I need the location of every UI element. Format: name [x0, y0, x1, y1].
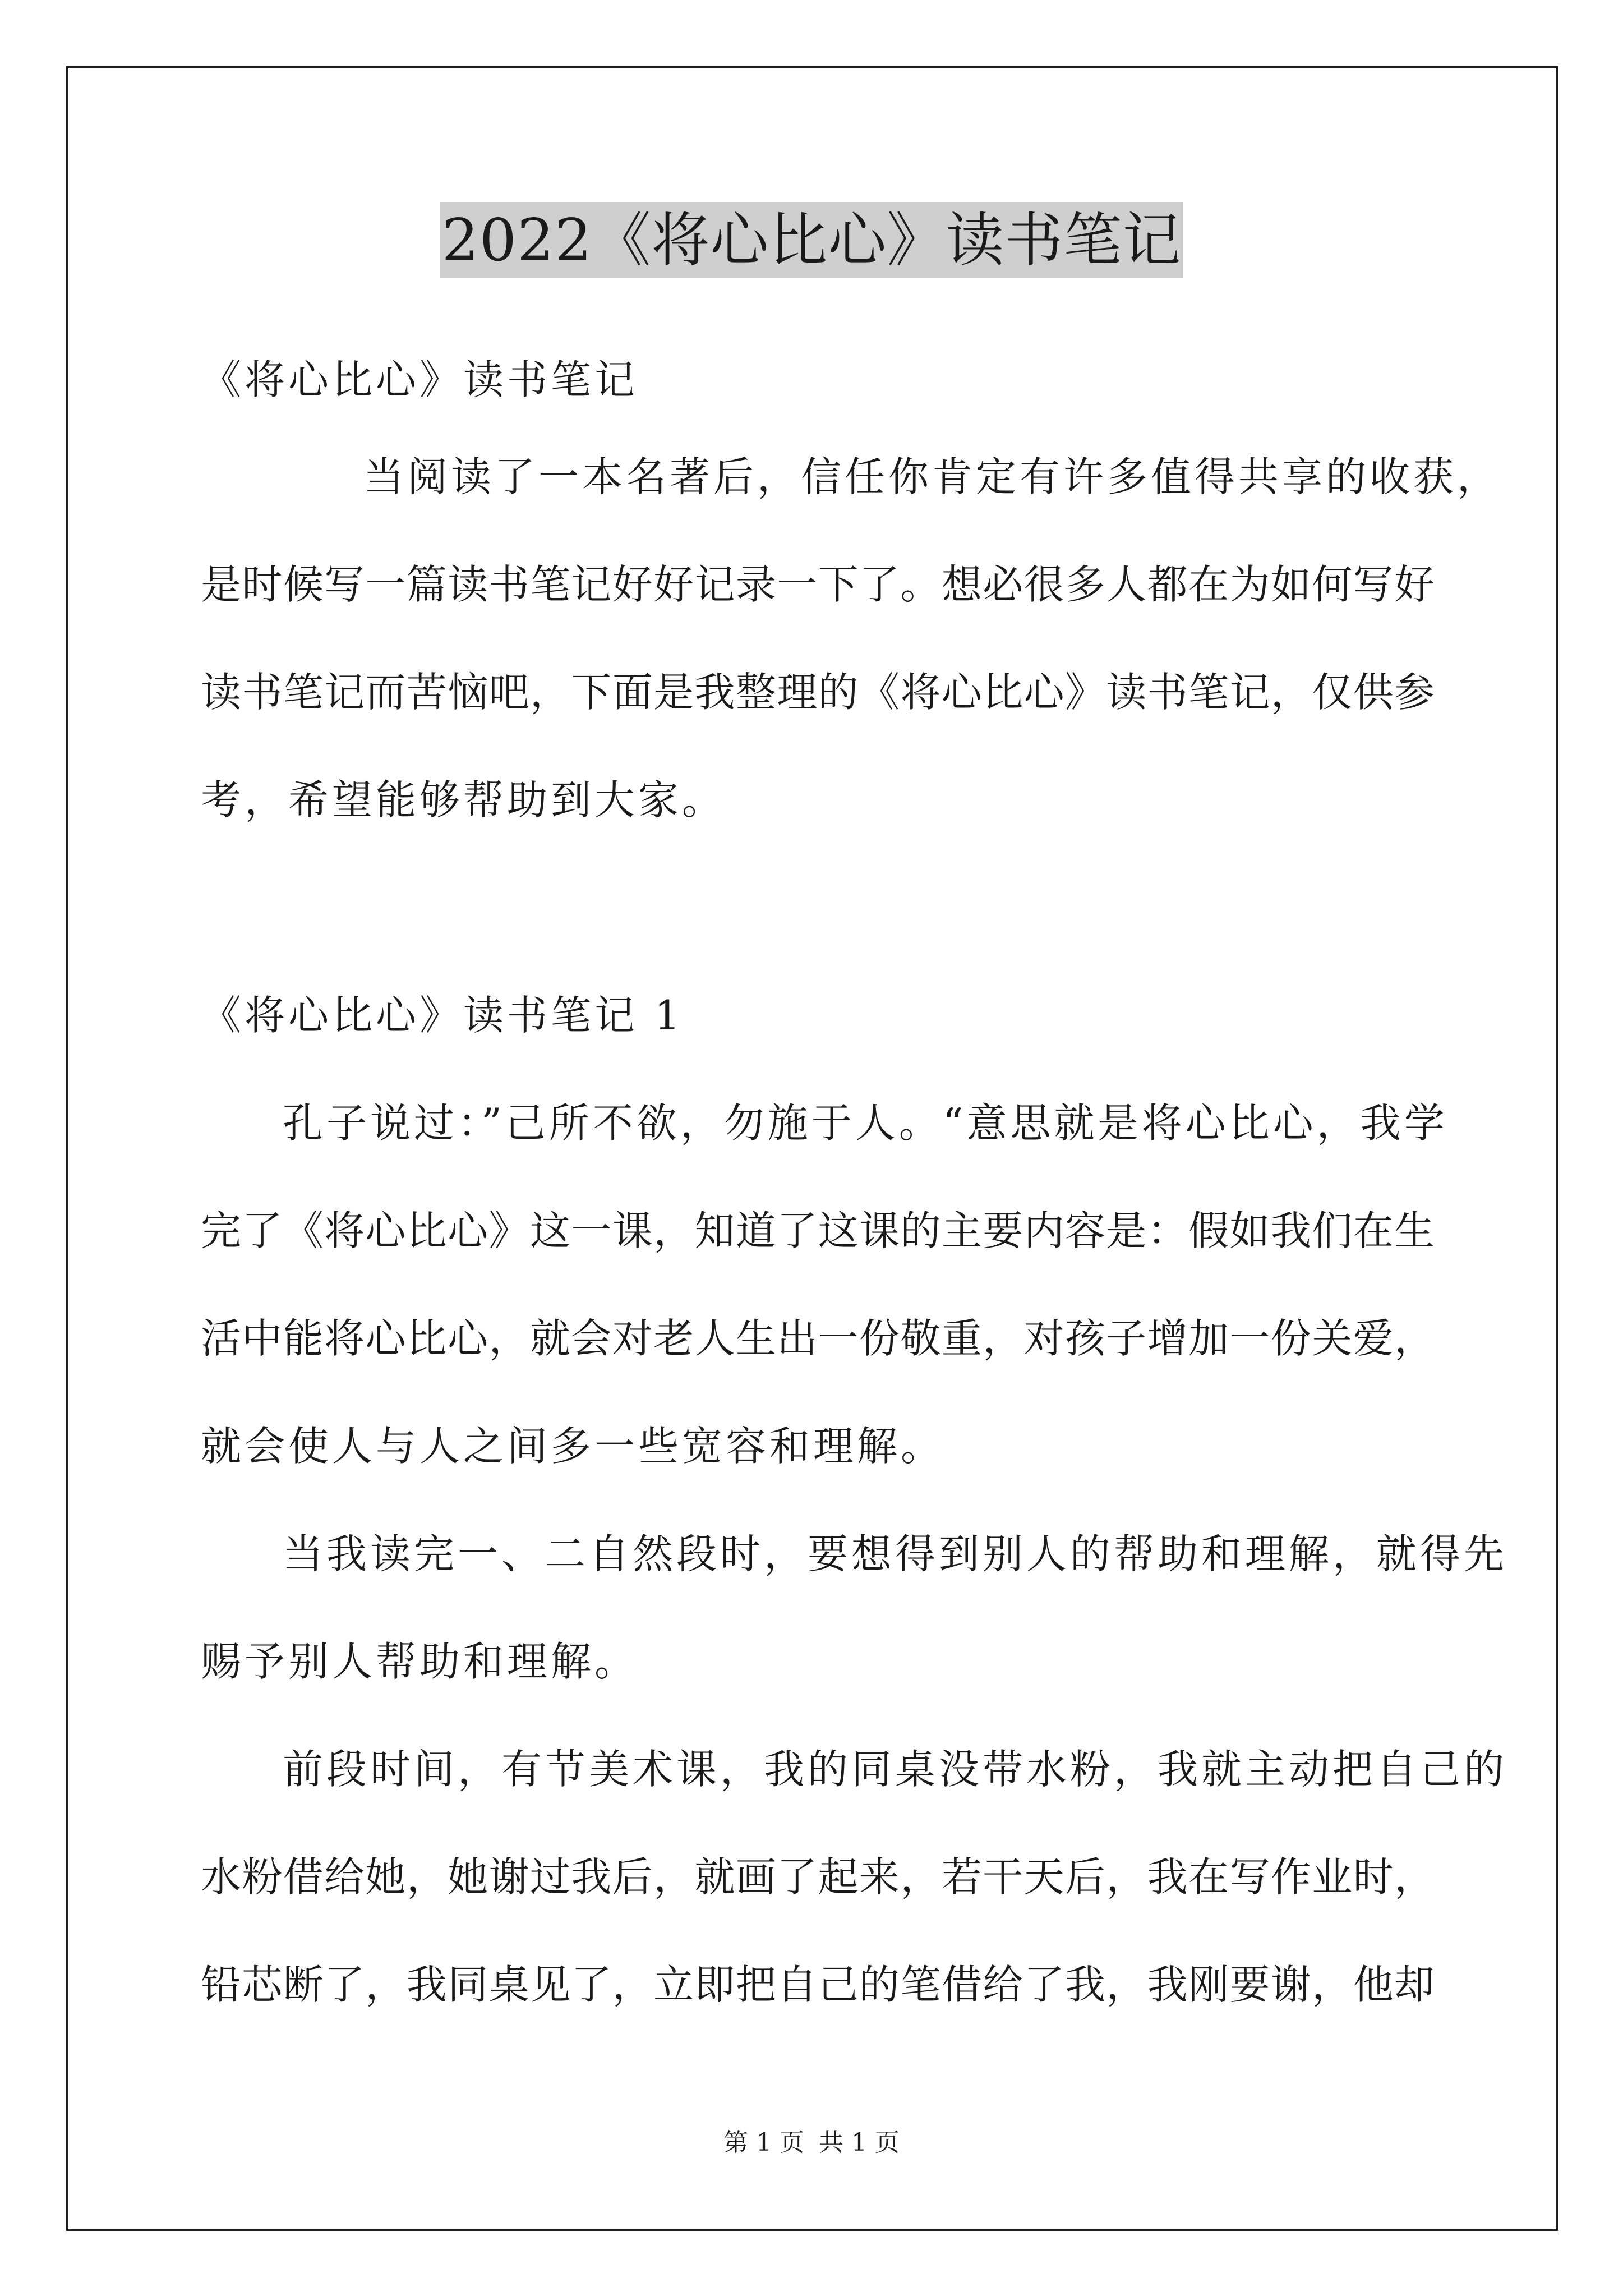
intro-line: 读书笔记而苦恼吧，下面是我整理的《将心比心》读书笔记，仅供参	[201, 669, 1435, 716]
title-wrap	[0, 202, 1623, 278]
page-total: 共 1 页	[819, 2128, 900, 2157]
paragraph-2-line: 赐予别人帮助和理解。	[201, 1638, 639, 1685]
paragraph-1-line: 活中能将心比心，就会对老人生出一份敬重，对孩子增加一份关爱，	[201, 1315, 1435, 1362]
intro-line: 当阅读了一本名著后，信任你肯定有许多值得共享的收获，	[363, 453, 1501, 500]
intro-line: 考，希望能够帮助到大家。	[201, 776, 726, 823]
intro-line: 是时候写一篇读书笔记好好记录一下了。想必很多人都在为如何写好	[201, 561, 1435, 608]
document-body	[201, 337, 1508, 2039]
paragraph-3-line: 水粉借给她，她谢过我后，就画了起来，若干天后，我在写作业时，	[201, 1853, 1435, 1901]
page-footer	[0, 2126, 1623, 2160]
paragraph-1-line: 孔子说过：”己所不欲，勿施于人。“意思就是将心比心，我学	[283, 1099, 1448, 1147]
document-title: 2022《将心比心》读书笔记	[440, 202, 1184, 278]
paragraph-1-line: 完了《将心比心》这一课，知道了这课的主要内容是：假如我们在生	[201, 1207, 1435, 1254]
paragraph-3-line: 铅芯断了，我同桌见了，立即把自己的笔借给了我，我刚要谢，他却	[201, 1961, 1435, 2008]
page-number: 第 1 页	[723, 2128, 804, 2157]
paragraph-1-line: 就会使人与人之间多一些宽容和理解。	[201, 1423, 945, 1470]
section-gap	[201, 854, 1435, 961]
paragraph-3-line: 前段时间，有节美术课，我的同桌没带水粉，我就主动把自己的	[283, 1746, 1508, 1793]
intro-heading: 《将心比心》读书笔记	[201, 356, 639, 403]
paragraph-2-line: 当我读完一、二自然段时，要想得到别人的帮助和理解，就得先	[283, 1530, 1508, 1577]
section-heading-1: 《将心比心》读书笔记 1	[201, 992, 684, 1039]
